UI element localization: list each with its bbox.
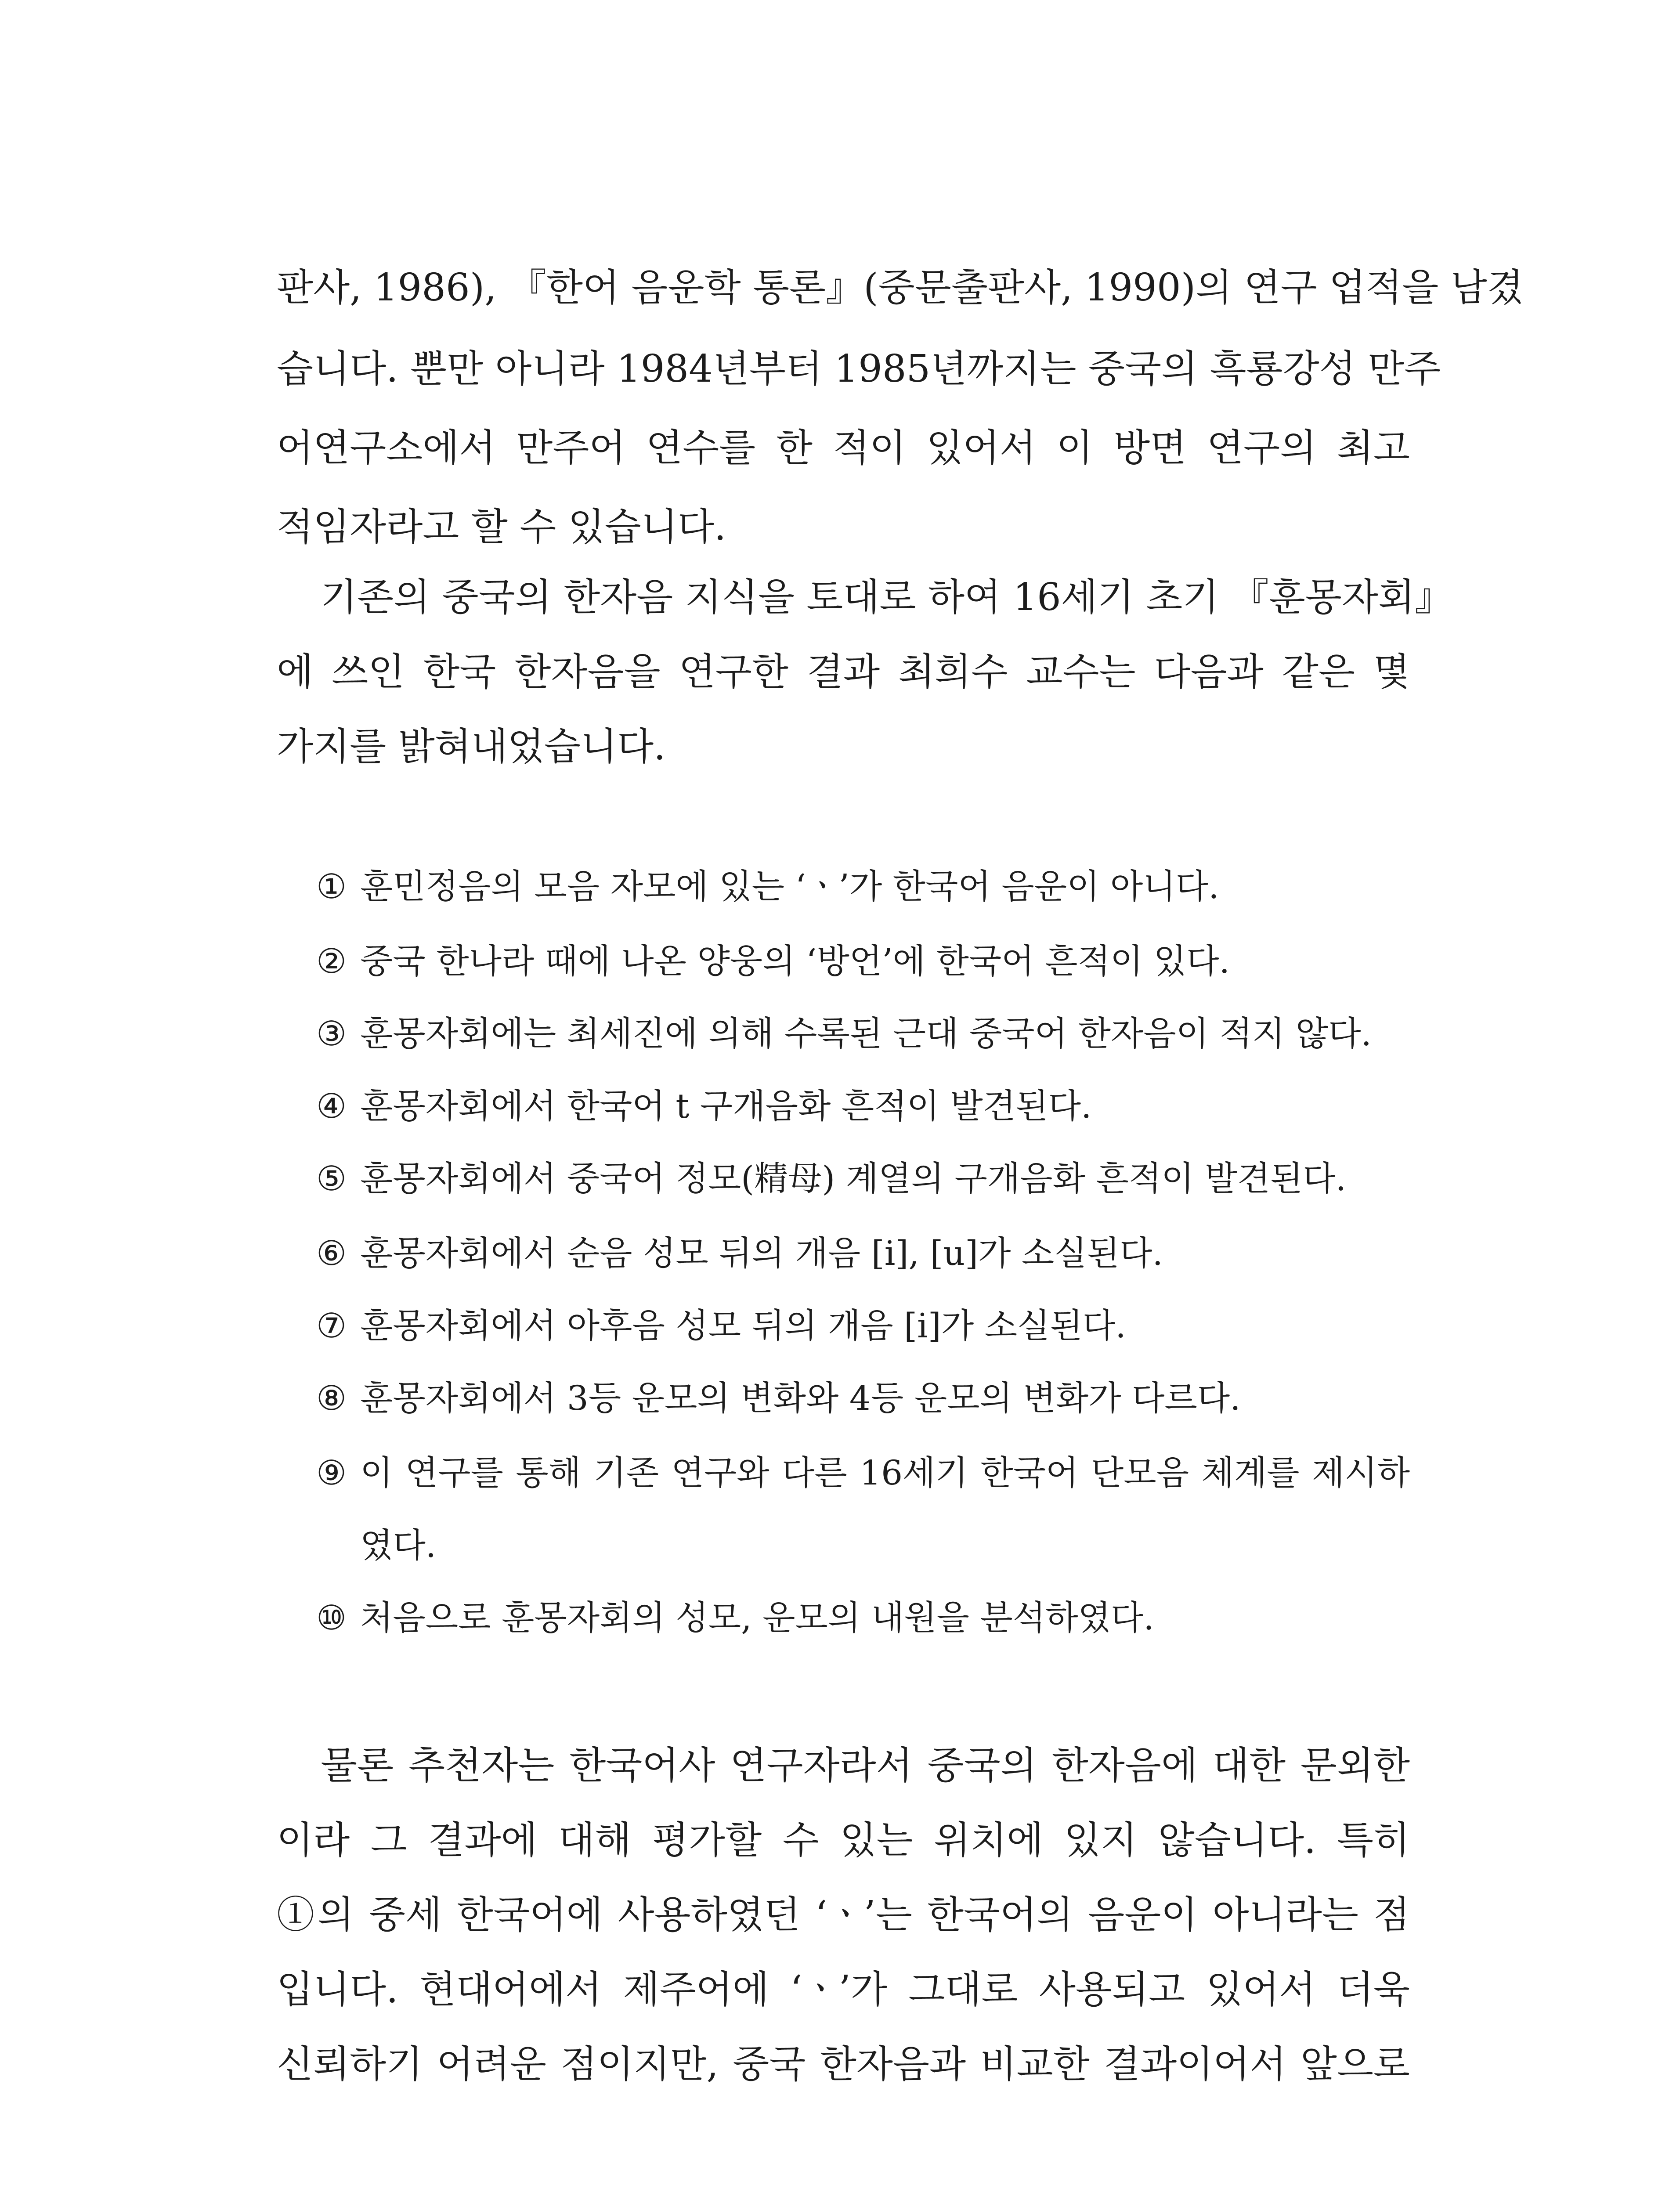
list-marker: ③ [316, 1015, 347, 1054]
list-item-text: 훈몽자회에서 순음 성모 뒤의 개음 [i], [u]가 소실된다. [360, 1234, 1163, 1273]
list-marker: ⑥ [316, 1234, 347, 1273]
list-item-text: 훈몽자회에서 아후음 성모 뒤의 개음 [i]가 소실된다. [360, 1307, 1126, 1346]
list-marker: ④ [316, 1087, 347, 1126]
paragraph-line: 이라 그 결과에 대해 평가할 수 있는 위치에 있지 않습니다. 특히 [277, 1818, 1410, 1862]
list-item [316, 938, 1230, 986]
paragraph-line: 물론 추천자는 한국어사 연구자라서 중국의 한자음에 대한 문외한 [321, 1744, 1410, 1788]
list-item-text: 처음으로 훈몽자회의 성모, 운모의 내원을 분석하였다. [360, 1599, 1154, 1638]
paragraph-line: ①의 중세 한국어에 사용하였던 ‘ㆍ’는 한국어의 음운이 아니라는 점 [277, 1893, 1410, 1937]
list-marker: ② [316, 942, 347, 981]
list-item-text: 훈몽자회에서 3등 운모의 변화와 4등 운모의 변화가 다르다. [360, 1379, 1241, 1418]
list-item [316, 1594, 1154, 1643]
paragraph-line: 어연구소에서 만주어 연수를 한 적이 있어서 이 방면 연구의 최고 [277, 426, 1410, 470]
list-marker: ⑨ [316, 1454, 347, 1493]
list-item-text: 중국 한나라 때에 나온 양웅의 ‘방언’에 한국어 흔적이 있다. [360, 942, 1230, 981]
list-marker: ⑦ [316, 1307, 347, 1346]
paragraph-line: 가지를 밝혀내었습니다. [277, 725, 666, 769]
paragraph-line: 기존의 중국의 한자음 지식을 토대로 하여 16세기 초기 『훈몽자회』 [321, 575, 1453, 619]
list-item-text: 훈몽자회에서 중국어 정모(精母) 계열의 구개음화 흔적이 발견된다. [360, 1159, 1346, 1199]
list-item [316, 1083, 1091, 1131]
list-item [316, 1375, 1241, 1423]
paragraph-line: 에 쓰인 한국 한자음을 연구한 결과 최희수 교수는 다음과 같은 몇 [277, 650, 1410, 694]
paragraph-line: 입니다. 현대어에서 제주어에 ‘ㆍ’가 그대로 사용되고 있어서 더욱 [277, 1968, 1410, 2012]
list-item [316, 1155, 1346, 1203]
list-marker: ⑧ [316, 1379, 347, 1418]
paragraph-line: 적임자라고 할 수 있습니다. [277, 505, 726, 549]
list-item [316, 1010, 1372, 1058]
list-item [316, 1230, 1163, 1278]
list-item-text: 훈몽자회에서 한국어 t 구개음화 흔적이 발견된다. [360, 1087, 1092, 1126]
list-marker: ⑩ [316, 1599, 347, 1638]
list-item-text: 훈몽자회에는 최세진에 의해 수록된 근대 중국어 한자음이 적지 않다. [360, 1015, 1372, 1054]
paragraph-line: 판사, 1986), 『한어 음운학 통론』(중문출판사, 1990)의 연구 업적을 남겼 [277, 266, 1524, 310]
list-item-text: 이 연구를 통해 기존 연구와 다른 16세기 한국어 단모음 체계를 제시하 [360, 1454, 1410, 1493]
list-item-continuation: 였다. [360, 1526, 437, 1565]
list-item-text: 훈민정음의 모음 자모에 있는 ‘ㆍ’가 한국어 음운이 아니다. [360, 867, 1219, 907]
paragraph-line: 습니다. 뿐만 아니라 1984년부터 1985년까지는 중국의 흑룡강성 만주 [277, 347, 1441, 391]
list-item [316, 1302, 1126, 1351]
list-item [316, 863, 1219, 911]
list-marker: ⑤ [316, 1159, 347, 1199]
paragraph-line: 신뢰하기 어려운 점이지만, 중국 한자음과 비교한 결과이어서 앞으로 [277, 2042, 1410, 2086]
list-item [316, 1449, 1410, 1498]
list-marker: ① [316, 867, 347, 907]
